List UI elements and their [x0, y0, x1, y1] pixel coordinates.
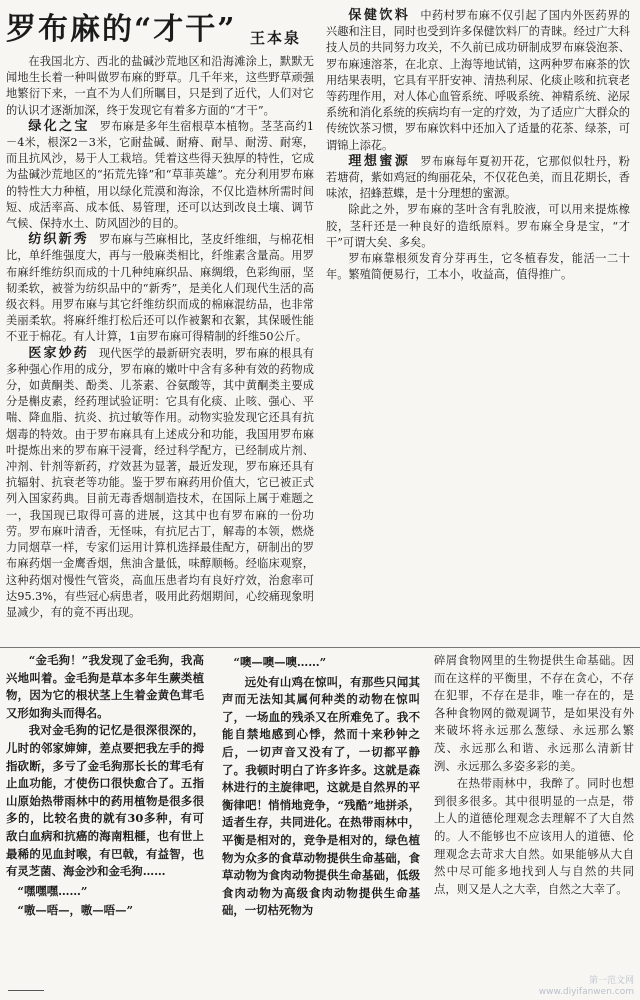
story-paragraph: 远处有山鸡在惊叫，有那些只闻其声而无法知其属何种类的动物在惊叫了，一场血的残杀又在所难免了。我不能自禁地感到心悸，然而十来秒钟之后，一切声音又没有了，一切都平静了。我顿时明白了许多许多。这就是森林进行的主旋律吧，这就是自然界的平衡律吧！悄悄地竞争，“残酷”地拼杀，适者生存，共同进化。在热带雨林中，平衡是相对的，竞争是相对的，绿色植物为众多的食草动物提供生命基础，食草动物为食肉动物提供生命基础，低级食肉动物为高级食肉动物提供生命基础，一切枯死物为 [222, 674, 420, 918]
article-author: 王本泉 [250, 29, 302, 47]
sound-line: “噢—噢—噢……” [233, 655, 327, 669]
story-column-2 [222, 652, 420, 920]
watermark-url: www.diyifanwen.com [538, 987, 634, 997]
section-paragraph [6, 119, 314, 232]
sound-line: “嗷—唔—，嗷—唔—” [17, 903, 134, 918]
section-text: 罗布麻每年夏初开花，它那似似牡丹，粉若塘荷，紫如鸡冠的绚丽花朵，不仅花色美，而且花期长，香味浓，招蜂惹蝶，是十分理想的蜜源。 [326, 154, 630, 201]
section-text: 中药村罗布麻不仅引起了国内外医药界的兴趣和注目，同时也受到许多保健饮料厂的青睐。经过广大科技人员的共同努力攻关，不久前已成功研制成罗布麻袋泡茶、罗布麻速溶茶，在北京、上海等地试销，这两种罗布麻茶的饮用结果表明，它具有平肝安神、清热利尿、化痰止咳和抗衰老等药理作用，对人体心血管系统、呼吸系统、神精系统、泌尿系统和消化系统的疾病均有一定的疗效，为了适应广大群众的传统饮茶习惯，罗布麻饮料中还加入了适量的花茶、绿茶，可谓锦上添花。 [326, 9, 630, 152]
section-heading: 纺织新秀 [28, 232, 89, 248]
section-heading: 保健饮料 [348, 8, 411, 23]
section-paragraph [326, 8, 630, 154]
story-paragraph: “金毛狗！”我发现了金毛狗，我高兴地叫着。金毛狗是草本多年生蕨类植物，因为它的根状茎上生着金黄色茸毛又形如狗头而得名。 [6, 653, 204, 720]
page-corner-mark [8, 990, 44, 997]
section-heading: 医家妙药 [28, 345, 89, 361]
watermark-name: 第一范文网 [588, 976, 634, 986]
section-paragraph [326, 154, 630, 203]
story-paragraph: 在热带雨林中，我醉了。同时也想到很多很多。其中很明显的一点是，带上人的道德伦理观念去理解不了大自然的。人不能够也不应该用人的道德、伦理观念去苛求大自然。如果能够从大自然中尽可能多地找到人与自然的共同点，则又是人之大幸，自然之大幸了。 [434, 776, 634, 896]
story-column-3 [434, 652, 634, 898]
section-divider [0, 647, 640, 648]
section-heading: 绿化之宝 [28, 118, 90, 134]
story-paragraph: 碎屑食物网里的生物提供生命基础。因而在这样的平衡里，不存在贪心，不存在犯罪，不存在是非，唯一存在的，是各种食物网的微观调节，是如果没有外来破坏将永远那么葱绿、永远那么繁茂、永远那么和谐、永远那么清新甘洌、永远那么多姿多彩的美。 [434, 653, 634, 773]
section-heading: 理想蜜源 [348, 153, 411, 169]
section-text: 罗布麻与苎麻相比，茎皮纤维细，与棉花相比，单纤维强度大，再与一般麻类相比，纤维素含量高。用罗布麻纤维纺织而成的十几种纯麻织品、麻绸缎，色彩绚丽，坚韧柔软，被誉为纺织品中的“新秀”，是美化人们现代生活的高级衣料。用罗布麻与其它纤维纺织而成的棉麻混纺品，也非常美丽柔软。将麻纤维打松后还可以作被絮和衣絮，其保暖性能不亚于棉花。有人计算，1亩罗布麻可得精制的纤维50公斤。 [6, 233, 314, 344]
section-text: 现代医学的最新研究表明，罗布麻的根具有多种强心作用的成分，罗布麻的嫩叶中含有多种有效的药物成分，如黄酮类、酚类、儿茶素、谷氨酸等，其中黄酮类主要成分是槲皮素，经药理试验证明：它具有化痰、止咳、强心、平喘、降血脂、抗炎、抗过敏等作用。动物实验发现它还具有抗烟毒的特效。由于罗布麻具有上述成分和功能，我国用罗布麻叶提炼出来的罗布麻干浸膏，经过科学配方，已经制成片剂、冲剂、针剂等新药，疗效甚为显著，最近发现，罗布麻还具有抗辐射、抗衰老等功能。鉴于罗布麻药用价值大，它已被正式列入国家药典。目前无毒香烟制造技术，在国际上属于难题之一，我国现已取得可喜的进展，这其中也有罗布麻的一份功劳。罗布麻叶清香，无怪味，有抗尼古丁，解毒的本领，燃烧力同烟草一样，专家们运用计算机选择最佳配方，研制出的罗布麻药烟一金鹰香烟，焦油含量低，味醇顺畅。经临床观察，这种药烟对慢性气管炎，高血压患者均有良好疗效，治愈率可达95.3%，有些冠心病患者，吸用此药烟期间，心绞痛现象明显减少，有的竟不再出现。 [6, 346, 314, 619]
section-paragraph [6, 346, 314, 621]
article-intro: 在我国北方、西北的盐碱沙荒地区和沿海滩涂上，默默无闻地生长着一种叫做罗布麻的野草。几千年来，这些野草顽强地繁衍下来，一直不为人们所瞩目，只是到了近代，人们对它的认识才逐渐加深，终于发现它有着多方面的“才干”。 [6, 55, 314, 117]
article-title: 罗布麻的“才干” [6, 12, 237, 47]
article-column-right [326, 8, 630, 283]
story-column-1 [6, 652, 204, 922]
section-text: 罗布麻是多年生宿根草本植物。茎茎高约1－4米，根深2－3米，它耐盐碱、耐瘠、耐旱、耐涝、耐寒，而且抗风沙，易于人工栽培。凭着这些得天独厚的特性，它成为盐碱沙荒地区的“拓荒先锋”和“草菲英雄”。充分利用罗布麻的特性大力种植，用以绿化荒漠和海涂，不仅比造林所需时间短、成活率高、成本低、易管理，还可以达到改良土壤、调节气候、保持水土、防风固沙的目的。 [6, 119, 314, 231]
closing-paragraph: 罗布麻靠根须发育分芽再生，它冬植春发，能活一二十年。繁殖简便易行，工本小，收益高，值得推广。 [326, 252, 630, 282]
extra-paragraph: 除此之外，罗布麻的茎叶含有乳胶液，可以用来提炼橡胶，茎秆还是一种良好的造纸原料。罗布麻全身是宝，“才干”可谓大矣、多矣。 [326, 203, 630, 249]
sound-line: “嘿嘿嘿……” [17, 883, 88, 898]
story-paragraph: 我对金毛狗的记忆是很深很深的，儿时的邻家婶婶，差点要把我左手的拇指砍断，多亏了金毛狗那长长的茸毛有止血功能，才使伤口很快愈合了。五指山原始热带雨林中的药用植物是很多很多的，比较名贵的就有30多种，有可敌白血病和抗癌的海南粗榧，也有世上最稀的见血封喉，有巴戟，有益智，也有灵芝菌、海金沙和金毛狗…… [6, 723, 204, 879]
article-column-left [6, 54, 314, 621]
site-watermark [539, 976, 634, 998]
section-paragraph [6, 232, 314, 345]
